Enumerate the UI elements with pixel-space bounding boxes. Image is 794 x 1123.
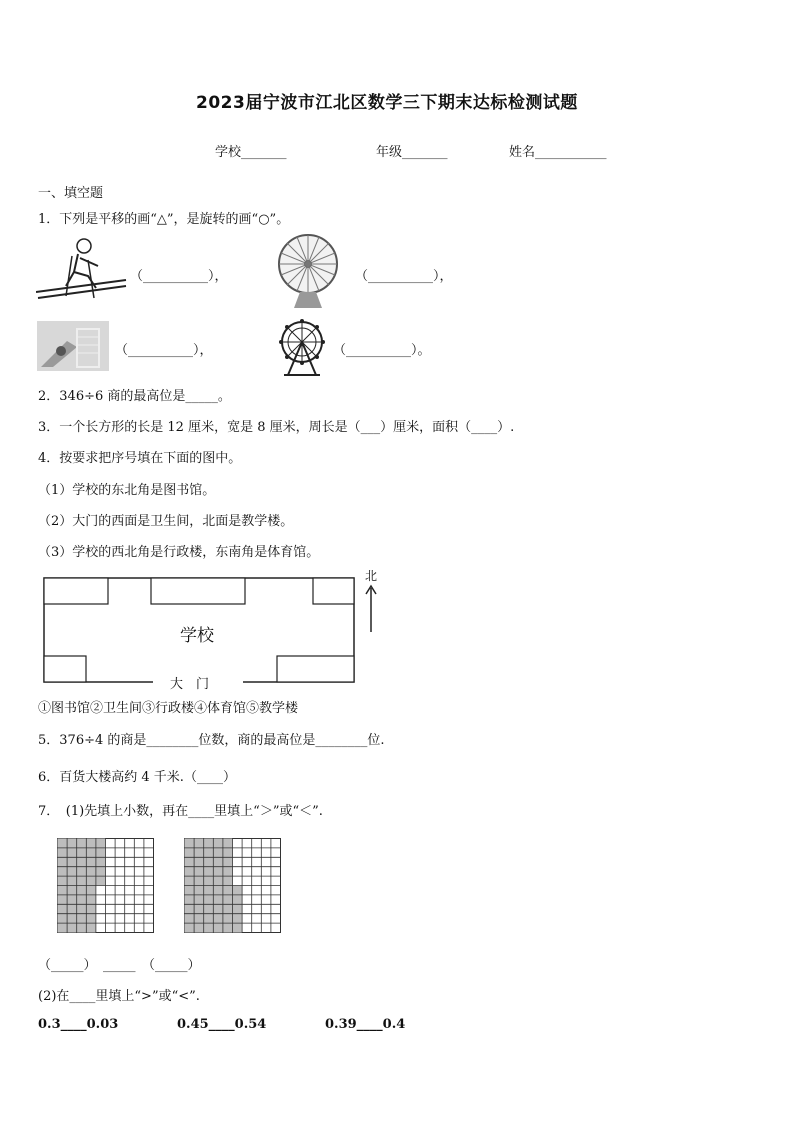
compare-3[interactable]: 0.39____0.4 xyxy=(325,1017,406,1032)
q7-part-2: (2)在____里填上“>”或“<”. xyxy=(38,989,200,1004)
q7-row-1[interactable]: （_____） _____ （_____） xyxy=(38,958,201,973)
q4-options: ①图书馆②卫生间③行政楼④体育馆⑤教学楼 xyxy=(38,701,299,716)
question-2: 2．346÷6 商的最高位是_____。 xyxy=(38,389,231,404)
question-1: 1．下列是平移的画“△”，是旋转的画“○”。 xyxy=(38,212,290,227)
ferris-wheel-tower-image xyxy=(276,318,328,376)
north-label: 北 xyxy=(365,569,378,583)
q4-statement-2: （2）大门的西面是卫生间，北面是教学楼。 xyxy=(38,514,294,529)
page-title: 2023届宁波市江北区数学三下期末达标检测试题 xyxy=(196,93,578,113)
compare-1[interactable]: 0.3____0.03 xyxy=(38,1017,119,1032)
ferris-wheel-image xyxy=(270,232,348,310)
decimal-grid-1 xyxy=(57,838,154,933)
slide-image xyxy=(37,321,109,371)
north-arrow-icon xyxy=(364,584,378,634)
gate-label: 大 门 xyxy=(170,677,210,692)
q1-blank-3[interactable]: （__________）， xyxy=(115,343,213,358)
decimal-grid-2 xyxy=(184,838,281,933)
q1-blank-2[interactable]: （__________）， xyxy=(355,269,453,284)
question-5: 5．376÷4 的商是________位数，商的最高位是________位. xyxy=(38,733,385,748)
compare-2[interactable]: 0.45____0.54 xyxy=(177,1017,267,1032)
section-heading: 一、填空题 xyxy=(38,186,104,201)
name-field: 姓名___________ xyxy=(509,145,607,160)
question-6: 6．百货大楼高约 4 千米.（____） xyxy=(38,770,236,785)
school-label: 学校 xyxy=(180,626,214,646)
question-3: 3．一个长方形的长是 12 厘米，宽是 8 厘米，周长是（___）厘米，面积（____）. xyxy=(38,420,515,435)
q1-blank-4[interactable]: （__________）。 xyxy=(333,343,431,358)
question-7: 7． (1)先填上小数，再在____里填上“＞”或“＜”. xyxy=(38,804,323,819)
q1-blank-1[interactable]: （__________）， xyxy=(130,269,228,284)
q4-statement-3: （3）学校的西北角是行政楼，东南角是体育馆。 xyxy=(38,545,320,560)
q4-statement-1: （1）学校的东北角是图书馆。 xyxy=(38,483,216,498)
question-4: 4．按要求把序号填在下面的图中。 xyxy=(38,451,242,466)
skier-image xyxy=(36,236,128,302)
school-field: 学校_______ xyxy=(215,145,287,160)
grade-field: 年级_______ xyxy=(376,145,448,160)
